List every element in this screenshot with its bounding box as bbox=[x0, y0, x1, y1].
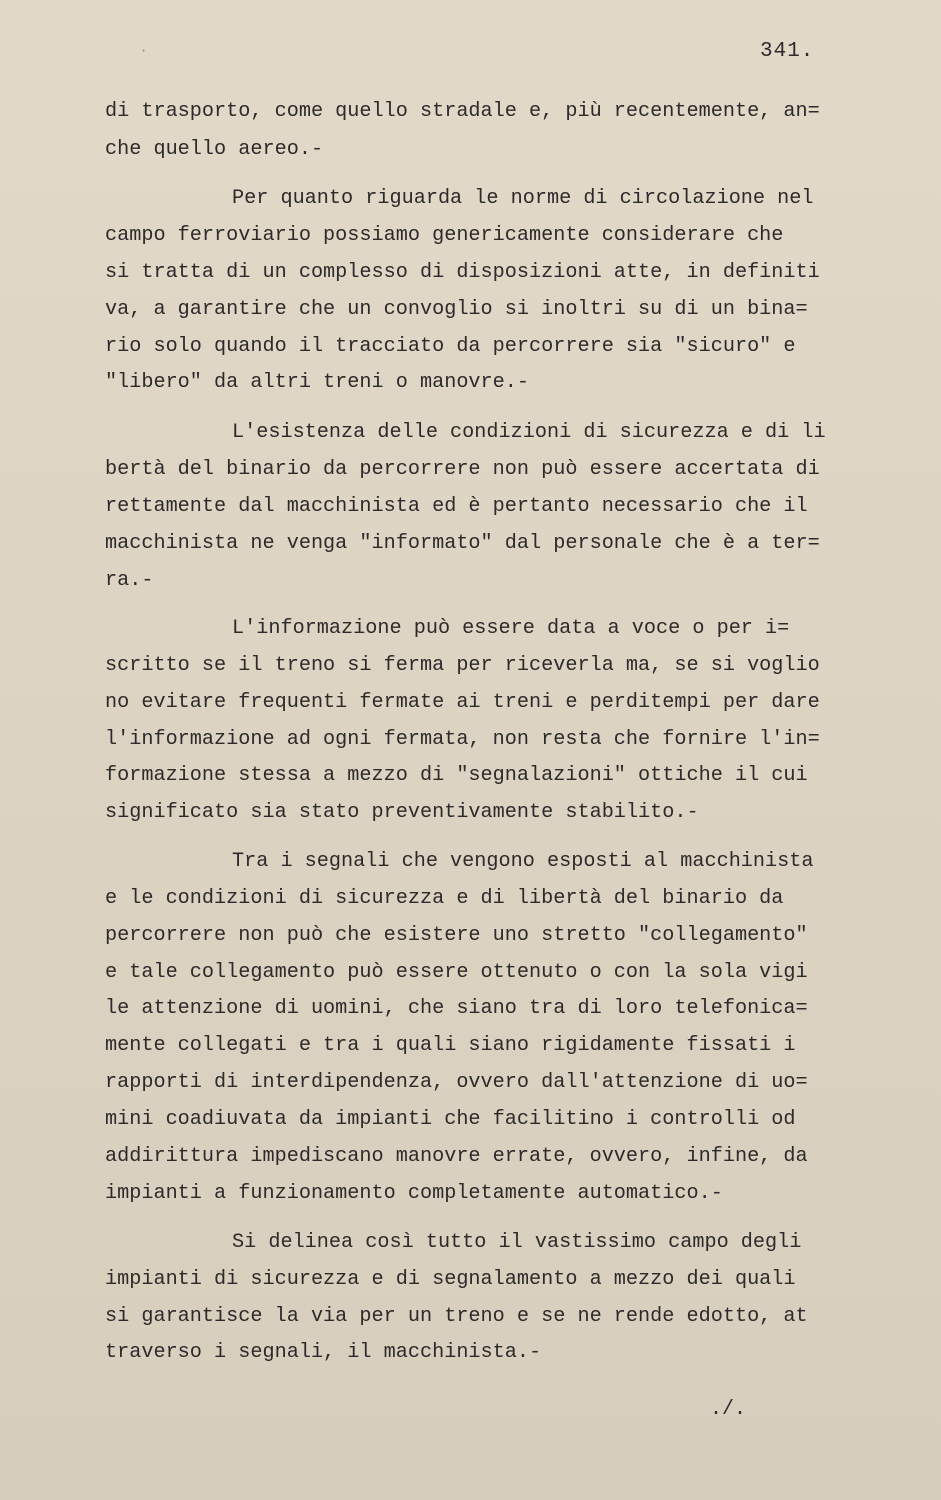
text-line: macchinista ne venga "informato" dal personale che è a ter= bbox=[105, 532, 820, 555]
text-line: Tra i segnali che vengono esposti al macchinista bbox=[232, 850, 814, 873]
text-line: rapporti di interdipendenza, ovvero dall'attenzione di uo= bbox=[105, 1071, 808, 1094]
text-line: le attenzione di uomini, che siano tra di loro telefonica= bbox=[105, 997, 808, 1020]
text-line: Per quanto riguarda le norme di circolazione nel bbox=[232, 187, 814, 210]
text-line: e le condizioni di sicurezza e di libertà del binario da bbox=[105, 887, 784, 910]
text-line: che quello aereo.- bbox=[105, 138, 324, 161]
text-line: scritto se il treno si ferma per riceverla ma, se si voglio bbox=[105, 654, 820, 677]
text-line: L'esistenza delle condizioni di sicurezza e di li bbox=[232, 421, 826, 444]
text-line: significato sia stato preventivamente stabilito.- bbox=[105, 801, 699, 824]
text-line: L'informazione può essere data a voce o per i= bbox=[232, 617, 790, 640]
text-line: no evitare frequenti fermate ai treni e perditempi per dare bbox=[105, 691, 820, 714]
text-line: percorrere non può che esistere uno stretto "collegamento" bbox=[105, 924, 808, 947]
text-line: impianti di sicurezza e di segnalamento a mezzo dei quali bbox=[105, 1268, 796, 1291]
text-line: si tratta di un complesso di disposizioni atte, in definiti bbox=[105, 261, 820, 284]
text-line: mente collegati e tra i quali siano rigidamente fissati i bbox=[105, 1034, 796, 1057]
text-line: e tale collegamento può essere ottenuto o con la sola vigi bbox=[105, 961, 808, 984]
text-line: rio solo quando il tracciato da percorrere sia "sicuro" e bbox=[105, 335, 796, 358]
text-line: impianti a funzionamento completamente automatico.- bbox=[105, 1182, 723, 1205]
text-line: campo ferroviario possiamo genericamente considerare che bbox=[105, 224, 784, 247]
text-line: traverso i segnali, il macchinista.- bbox=[105, 1341, 542, 1364]
text-line: Si delinea così tutto il vastissimo campo degli bbox=[232, 1231, 802, 1254]
continuation-mark: ./. bbox=[710, 1398, 747, 1421]
text-line: si garantisce la via per un treno e se ne rende edotto, at bbox=[105, 1305, 808, 1328]
text-line: bertà del binario da percorrere non può essere accertata di bbox=[105, 458, 820, 481]
page-number: 341. bbox=[760, 40, 815, 63]
text-line: addirittura impediscano manovre errate, ovvero, infine, da bbox=[105, 1145, 808, 1168]
stray-mark: · bbox=[140, 44, 148, 58]
text-line: l'informazione ad ogni fermata, non resta che fornire l'in= bbox=[105, 728, 820, 751]
text-line: "libero" da altri treni o manovre.- bbox=[105, 371, 530, 394]
text-line: va, a garantire che un convoglio si inoltri su di un bina= bbox=[105, 298, 808, 321]
text-line: mini coadiuvata da impianti che facilitino i controlli od bbox=[105, 1108, 796, 1131]
text-line: di trasporto, come quello stradale e, più recentemente, an= bbox=[105, 100, 820, 123]
text-line: formazione stessa a mezzo di "segnalazioni" ottiche il cui bbox=[105, 764, 808, 787]
text-line: rettamente dal macchinista ed è pertanto necessario che il bbox=[105, 495, 808, 518]
text-line: ra.- bbox=[105, 569, 154, 592]
